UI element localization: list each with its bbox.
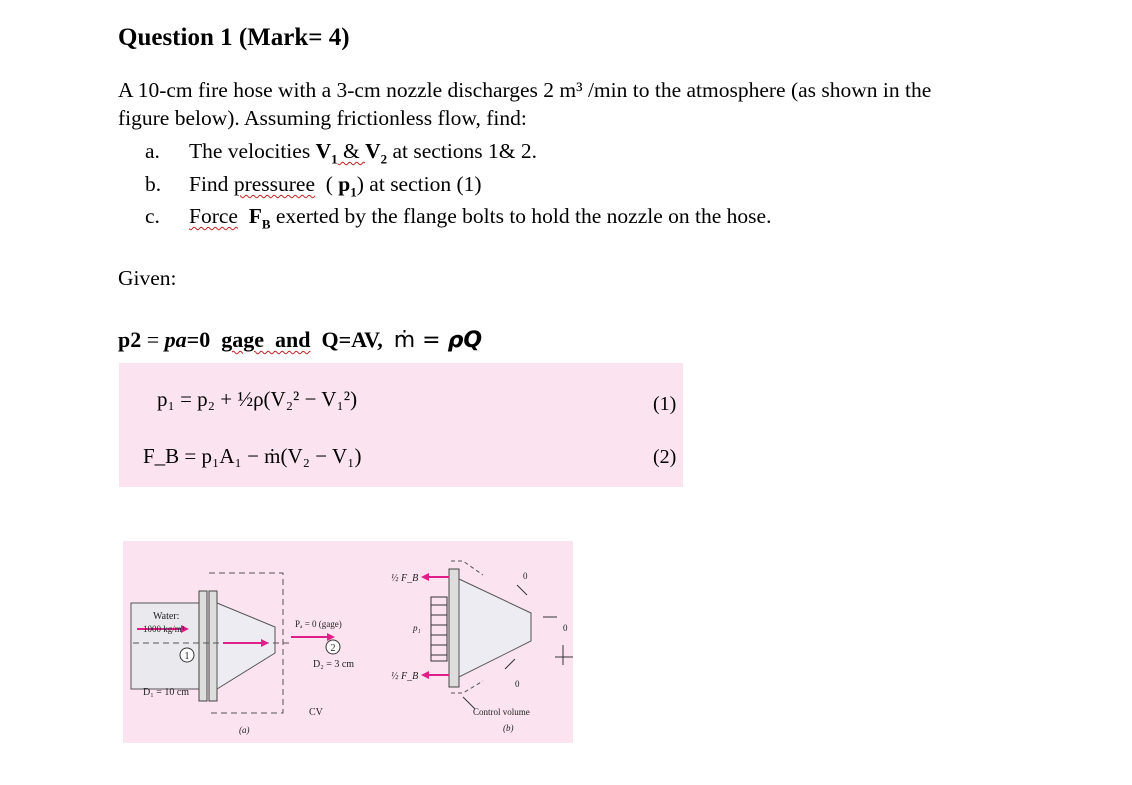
given-pa: pa [164, 327, 187, 352]
item-a-amp: & [337, 139, 366, 163]
equation-2: F_B = p₁A₁ − ṁ(V₂ − V₁) [143, 444, 362, 468]
item-c-fb: $F_B$ [248, 204, 271, 232]
equation-2-number: (2) [653, 446, 677, 468]
item-b-wavy-word: pressuree [233, 172, 315, 196]
zero-arrow-top [517, 585, 527, 595]
intro-line-1: A 10-cm fire hose with a 3-cm nozzle discharges 2 m³ /min to the atmosphere (as shown in the [118, 78, 932, 102]
equation-1-number: (1) [653, 393, 677, 415]
density-label: 1000 kg/m³ [143, 624, 185, 634]
zero-arrow-bottom [505, 659, 515, 669]
nozzle-cone [217, 603, 275, 689]
item-c-text-post: exerted by the flange bolts to hold the nozzle on the hose. [270, 204, 772, 228]
d2-label: D₂ = 3 cm [313, 659, 355, 670]
cv-label: CV [309, 707, 323, 718]
flange-right [209, 591, 217, 701]
zero-right: 0 [563, 623, 568, 633]
figure-a [131, 573, 354, 735]
intro-line-2: figure below). Assuming frictionless flow, find: [118, 106, 527, 130]
half-fb-bottom: ½ F_B [391, 671, 419, 682]
zero-bottom: 0 [515, 679, 520, 689]
item-a [145, 139, 537, 167]
item-a-text-pre: The velocities [189, 139, 316, 163]
figure-box [123, 541, 573, 743]
pressure-block [431, 597, 447, 661]
given-mdot: ṁ [393, 328, 416, 353]
fb-arrow-top-head [421, 573, 429, 581]
control-volume-label: Control volume [473, 707, 530, 717]
item-a-text-post: at sections 1& 2. [387, 139, 538, 163]
item-b-text-pre: Find [189, 172, 234, 196]
fb-arrow-bottom-head [421, 671, 429, 679]
flange-left [199, 591, 207, 701]
half-fb-top: ½ F_B [391, 573, 419, 584]
pa-label: Pₐ = 0 (gage) [295, 619, 342, 629]
item-b [145, 172, 482, 200]
given-label: Given: [118, 266, 177, 290]
item-b-text-mid: ( [315, 172, 339, 196]
given-rho-q: ρQ [447, 328, 483, 353]
figure-b-label: (b) [503, 723, 514, 733]
item-a-v1: $V_1$ [315, 139, 338, 167]
equations-box [119, 363, 683, 487]
section-2-label: 2 [330, 643, 336, 654]
item-a-label: a. [145, 139, 160, 163]
item-a-v2: $V_2$ [365, 139, 388, 167]
item-c-label: c. [145, 204, 160, 228]
zero-top: 0 [523, 571, 528, 581]
item-b-label: b. [145, 172, 162, 196]
given-gage-and: gage and [221, 327, 311, 352]
figure-a-label: (a) [239, 725, 250, 735]
flange-b [449, 569, 459, 687]
item-c-wavy-word: Force [189, 204, 238, 228]
p1-label: p₁ [413, 623, 421, 633]
nozzle-figure [123, 541, 573, 743]
nozzle-cone-b [459, 579, 531, 677]
item-b-p1: $p_1$ [338, 172, 357, 200]
equation-1: p₁ = p₂ + ½ρ(V₂² − V₁²) [157, 387, 358, 411]
section-1-label: 1 [184, 651, 190, 662]
item-b-text-post: ) at section (1) [356, 172, 482, 196]
figure-b [391, 561, 573, 733]
d1-label: D₁ = 10 cm [143, 687, 190, 698]
given-p2: p2 [118, 327, 142, 352]
water-label: Water: [153, 611, 180, 622]
question-title: Question 1 (Mark= 4) [118, 24, 350, 51]
given-line: p2 = pa=0 gage and Q=AV, ṁ = ρQ [118, 327, 483, 353]
item-c [145, 204, 771, 232]
item-c-text-mid [238, 204, 249, 228]
